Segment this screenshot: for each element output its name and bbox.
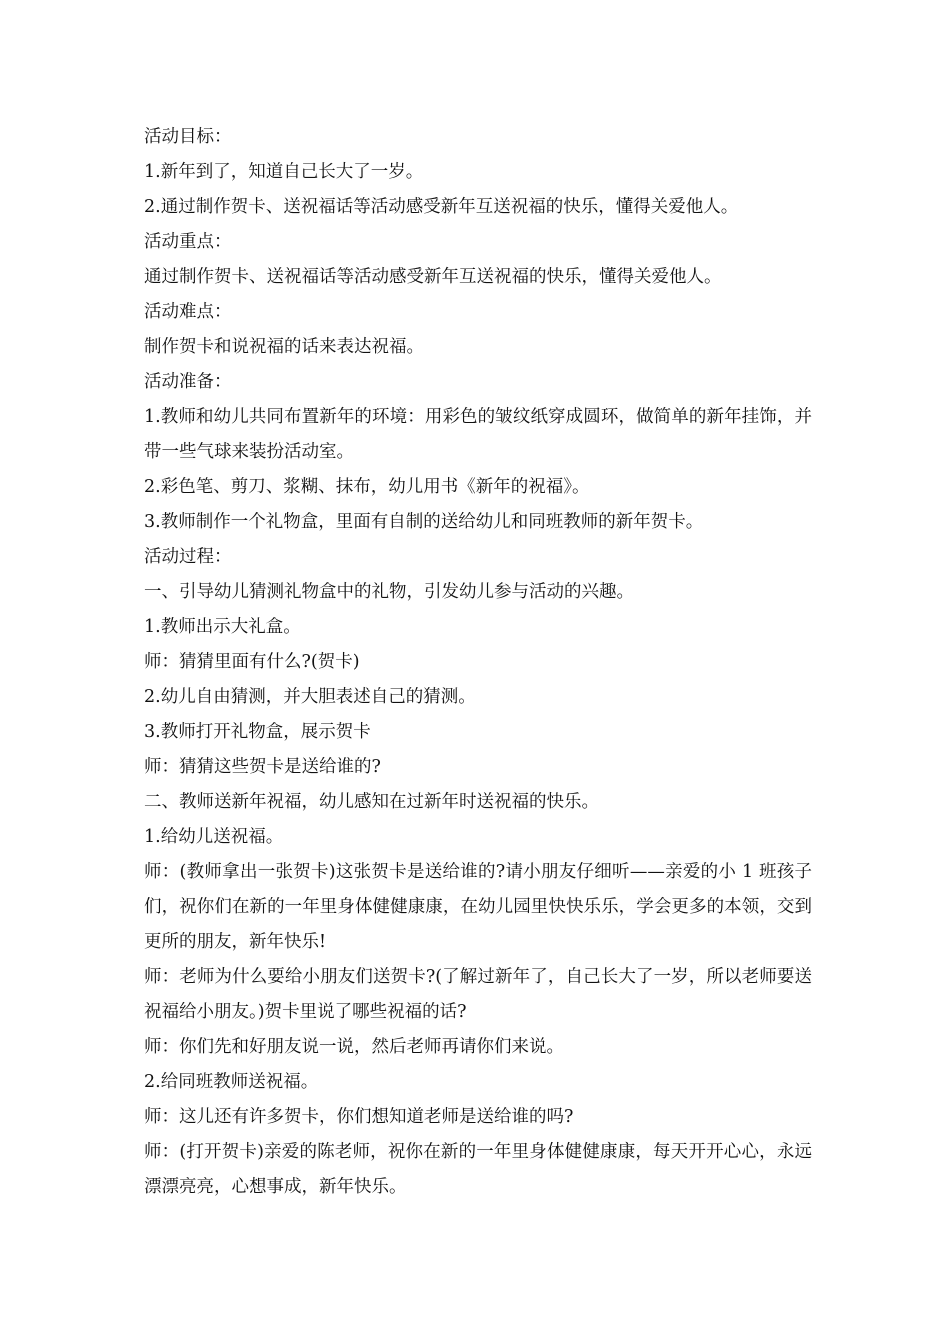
paragraph: 3.教师制作一个礼物盒，里面有自制的送给幼儿和同班教师的新年贺卡。 — [144, 512, 704, 532]
paragraph: 制作贺卡和说祝福的话来表达祝福。 — [144, 337, 424, 357]
document-body — [144, 120, 812, 1205]
paragraph: 活动重点： — [144, 232, 232, 252]
paragraph: 2.彩色笔、剪刀、浆糊、抹布，幼儿用书《新年的祝福》。 — [144, 477, 590, 497]
paragraph: 1.给幼儿送祝福。 — [144, 827, 284, 847]
paragraph: 师：老师为什么要给小朋友们送贺卡?(了解过新年了，自己长大了一岁，所以老师要送祝福给小朋友。)贺卡里说了哪些祝福的话? — [144, 967, 812, 1022]
paragraph: 活动过程： — [144, 547, 232, 567]
paragraph: 师：猜猜里面有什么?(贺卡) — [144, 652, 360, 672]
paragraph: 一、引导幼儿猜测礼物盒中的礼物，引发幼儿参与活动的兴趣。 — [144, 582, 634, 602]
paragraph: 1.新年到了，知道自己长大了一岁。 — [144, 162, 424, 182]
paragraph: 通过制作贺卡、送祝福话等活动感受新年互送祝福的快乐，懂得关爱他人。 — [144, 267, 722, 287]
paragraph: 活动难点： — [144, 302, 232, 322]
paragraph: 2.幼儿自由猜测，并大胆表述自己的猜测。 — [144, 687, 476, 707]
paragraph: 二、教师送新年祝福，幼儿感知在过新年时送祝福的快乐。 — [144, 792, 599, 812]
paragraph: 师：猜猜这些贺卡是送给谁的? — [144, 757, 381, 777]
paragraph: 师：你们先和好朋友说一说，然后老师再请你们来说。 — [144, 1037, 564, 1057]
paragraph: 2.通过制作贺卡、送祝福话等活动感受新年互送祝福的快乐，懂得关爱他人。 — [144, 197, 739, 217]
paragraph: 活动准备： — [144, 372, 232, 392]
paragraph: 2.给同班教师送祝福。 — [144, 1072, 319, 1092]
paragraph: 1.教师出示大礼盒。 — [144, 617, 301, 637]
paragraph: 1.教师和幼儿共同布置新年的环境：用彩色的皱纹纸穿成圆环，做简单的新年挂饰，并带一些气球来装扮活动室。 — [144, 407, 812, 462]
paragraph: 师：这儿还有许多贺卡，你们想知道老师是送给谁的吗? — [144, 1107, 574, 1127]
paragraph: 师：(打开贺卡)亲爱的陈老师，祝你在新的一年里身体健健康康，每天开开心心，永远漂漂亮亮，心想事成，新年快乐。 — [144, 1142, 812, 1197]
paragraph: 活动目标： — [144, 127, 232, 147]
paragraph: 3.教师打开礼物盒，展示贺卡 — [144, 722, 371, 742]
paragraph: 师：(教师拿出一张贺卡)这张贺卡是送给谁的?请小朋友仔细听——亲爱的小 1 班孩子们，祝你们在新的一年里身体健健康康，在幼儿园里快快乐乐，学会更多的本领，交到更所的朋友，新年快乐! — [144, 862, 812, 952]
